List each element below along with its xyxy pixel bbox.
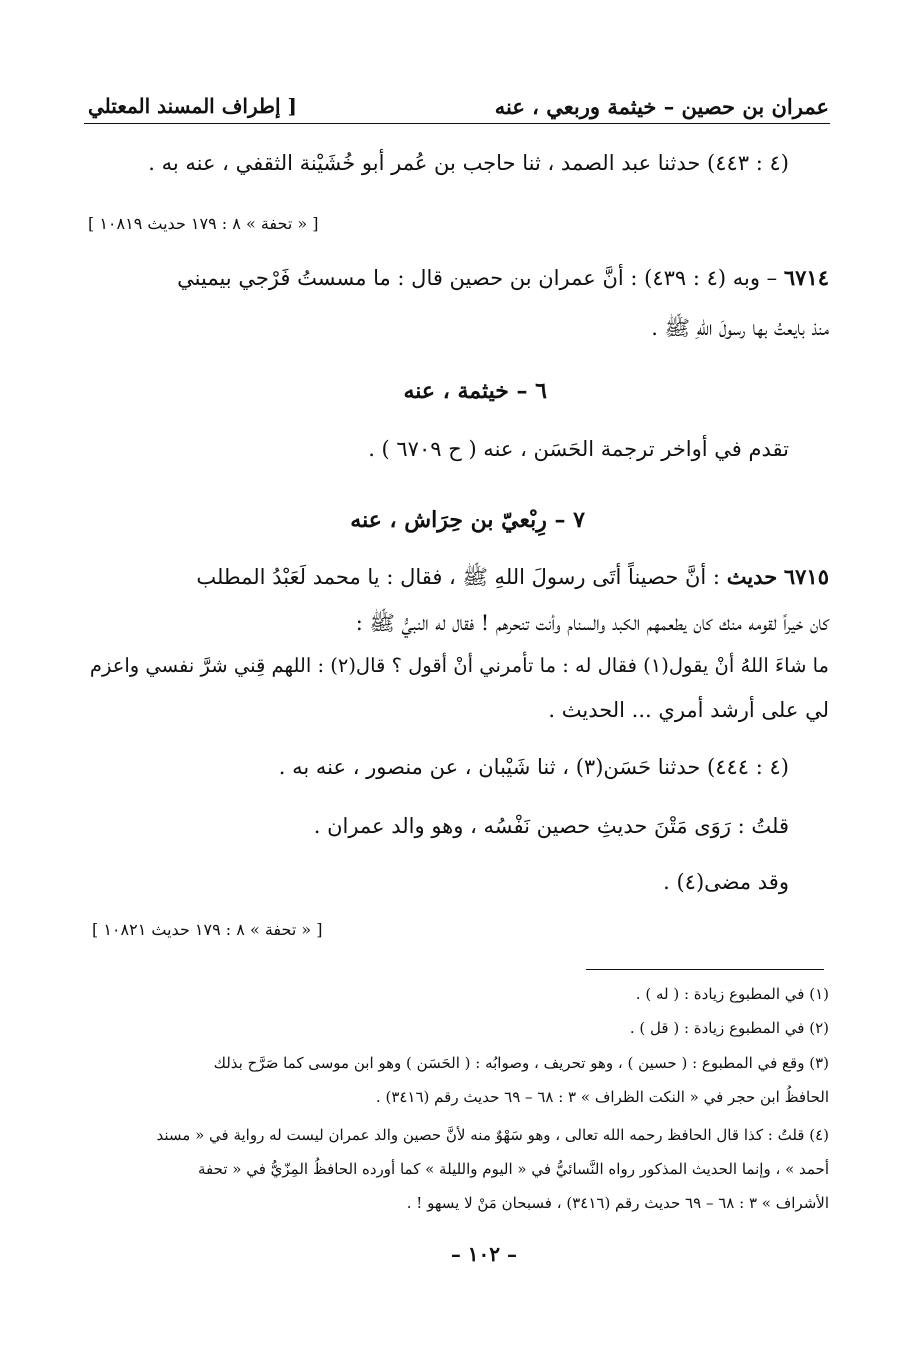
- hadith-6715-line-2: كان خيراً لقومه منك كان يطعمهم الكبد والسنام وأنت تنحرهم ! فقال له النبيُّ ﷺ :: [355, 611, 829, 635]
- hadith-label: حديث: [726, 564, 778, 589]
- section-heading-khaythama: ٦ – خيثمة ، عنه: [403, 378, 547, 404]
- tuhfa-reference: [ « تحفة » ٨ : ١٧٩ حديث ١٠٨٢١ ]: [92, 920, 323, 939]
- hadith-6715-line-4: لي على أرشد أمري ... الحديث .: [548, 698, 829, 722]
- footnote-1: (١) في المطبوع زيادة : ( له ) .: [635, 985, 829, 1003]
- page-number: – ١٠٢ –: [450, 1242, 517, 1266]
- hadith-text: : أنَّ حصيناً أتَى رسولَ اللهِ ﷺ ، فقال : يا محمد لَعَبْدُ المطلب: [196, 565, 721, 589]
- hadith-number: ٦٧١٥: [783, 564, 829, 589]
- hadith-6715-line-1: [196, 564, 829, 595]
- isnad-line: (٤ : ٤٤٣) حدثنا عبد الصمد ، ثنا حاجب بن عُمر أبو خُشَيْنة الثقفي ، عنه به .: [148, 151, 789, 175]
- footnote-4-line-1: (٤) قلتُ : كذا قال الحافظ رحمه الله تعالى ، وهو سَهْوٌ منه لأنَّ حصين والد عمران ليست له رواية في « مسند: [156, 1126, 829, 1144]
- editor-note: قلتُ : رَوَى مَتْنَ حديثِ حصين نَفْسُه ، وهو والد عمران .: [313, 814, 789, 838]
- footnote-3-line-1: (٣) وقع في المطبوع : ( حسين ) ، وهو تحريف ، وصوابُه : ( الحَسَن ) وهو ابن موسى كما صَرَّح بذلك: [213, 1054, 829, 1072]
- footnote-4-line-3: الأشراف » ٣ : ٦٨ – ٦٩ حديث رقم (٣٤١٦) ، فسبحان مَنْ لا يسهو ! .: [406, 1194, 829, 1212]
- section-heading-ribi: ٧ – رِبْعيّ بن حِرَاش ، عنه: [350, 507, 585, 533]
- running-header-right: عمران بن حصين – خيثمة وربعي ، عنه: [494, 94, 829, 119]
- hadith-6714-line-2: منذ بايعتُ بها رسولَ اللهِ ﷺ .: [651, 316, 829, 340]
- cross-reference-line: تقدم في أواخر ترجمة الحَسَن ، عنه ( ح ٦٧٠٩ ) .: [368, 437, 789, 461]
- footnote-2: (٢) في المطبوع زيادة : ( قل ) .: [629, 1019, 829, 1037]
- tuhfa-reference: [ « تحفة » ٨ : ١٧٩ حديث ١٠٨١٩ ]: [88, 214, 319, 233]
- footnote-4-line-2: أحمد » ، وإنما الحديث المذكور رواه النَّسائيُّ في « اليوم والليلة » كما أورده الحافظُ المِزّيُّ في « تحفة: [198, 1160, 829, 1178]
- editor-note-continued: وقد مضى(٤) .: [663, 870, 789, 894]
- header-rule: [84, 123, 830, 124]
- isnad-line: (٤ : ٤٤٤) حدثنا حَسَن(٣) ، ثنا شَيْبان ، عن منصور ، عنه به .: [278, 755, 789, 779]
- hadith-6714-line-1: [177, 265, 829, 290]
- hadith-text: – وبه (٤ : ٤٣٩) : أنَّ عمران بن حصين قال : ما مسستُ فَرْجي بيميني: [177, 266, 778, 290]
- hadith-number: ٦٧١٤: [783, 265, 829, 290]
- footnote-3-line-2: الحافظُ ابن حجر في « النكت الظراف » ٣ : ٦٨ – ٦٩ حديث رقم (٣٤١٦) .: [375, 1088, 829, 1106]
- footnote-rule: [586, 969, 824, 970]
- hadith-6715-line-3: ما شاءَ اللهُ أنْ يقول(١) فقال له : ما تأمرني أنْ أقول ؟ قال(٢) : اللهم قِني شرَّ نفسي واعزم: [89, 654, 829, 677]
- running-header-left: [ إطراف المسند المعتلي: [88, 94, 297, 118]
